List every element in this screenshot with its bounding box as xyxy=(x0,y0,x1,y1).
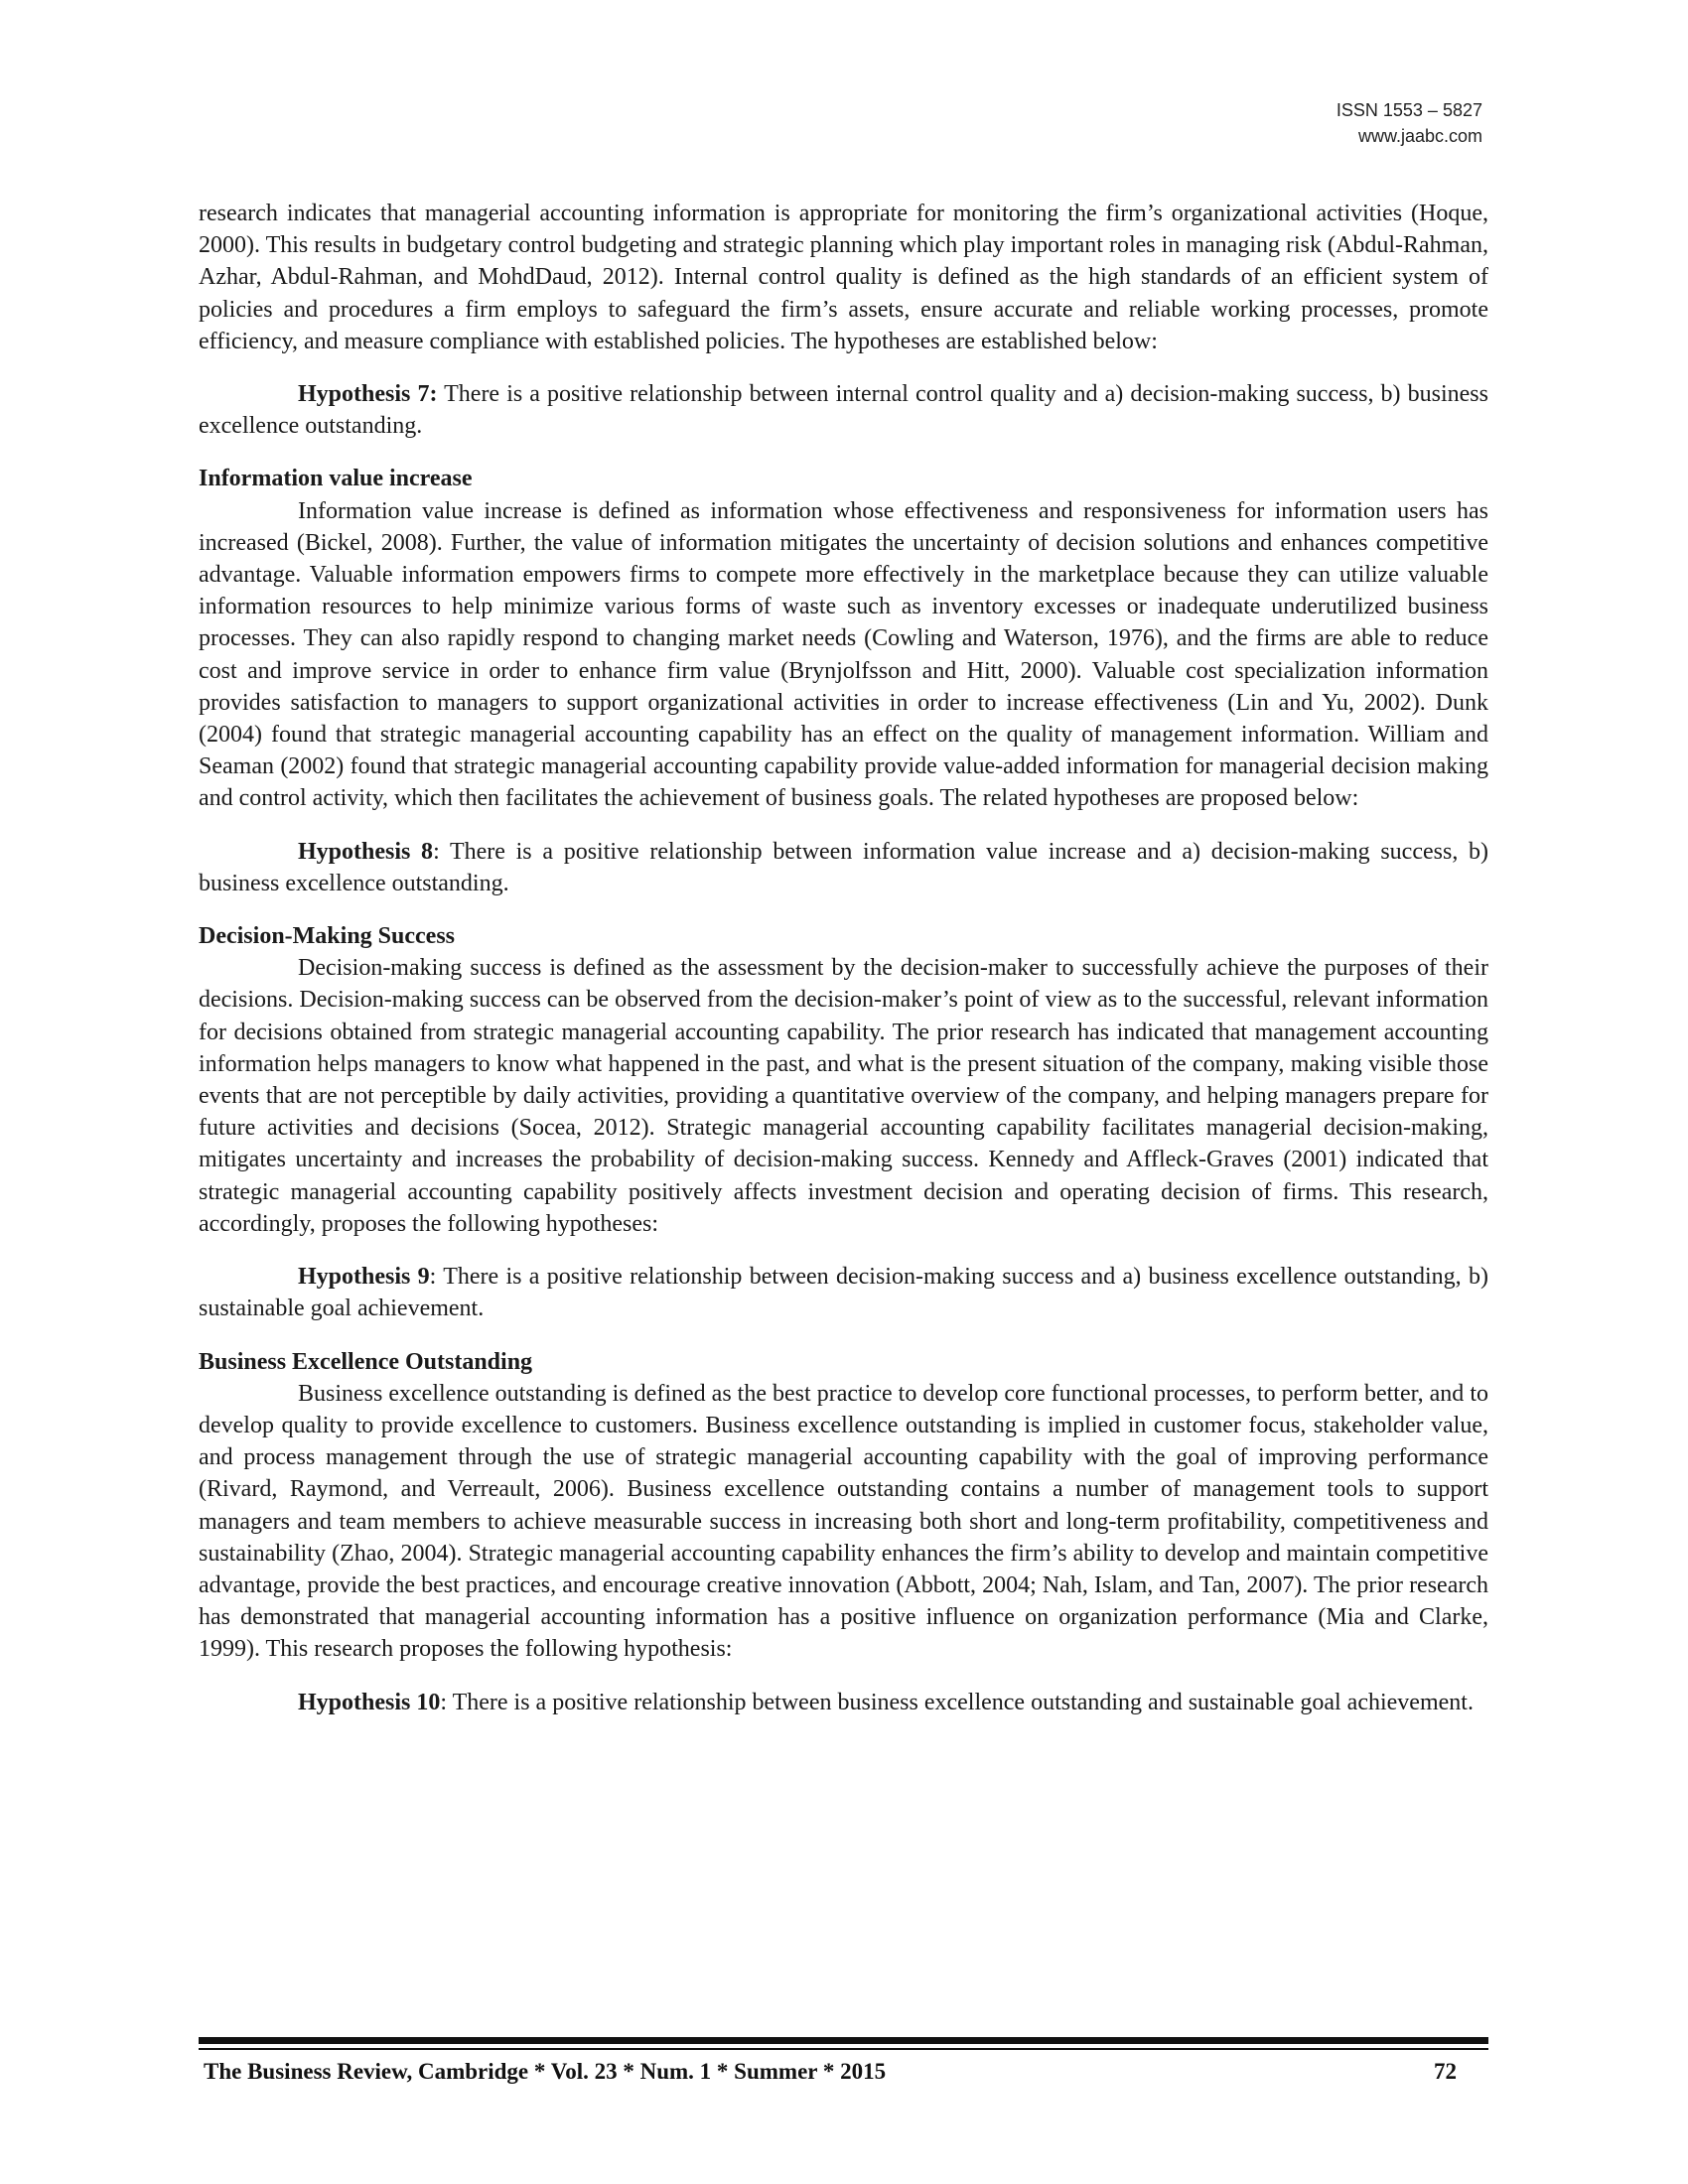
article-body xyxy=(199,198,1488,1718)
section-heading-decision-making: Decision-Making Success xyxy=(199,923,455,950)
hypothesis-8-text: : There is a positive relationship between information value increase and a) decision-making success, b) business excellence outstanding. xyxy=(199,838,1489,896)
section-paragraph-decision-making: Decision-making success is defined as the assessment by the decision-maker to successfully achieve the purposes of their decisions. Decision-making success can be observed from the decision-maker’s point of view as to the successful, relevant information for decisions obtained from strategic managerial accounting capability. The prior research has indicated that management accounting information helps managers to know what happened in the past, and what is the present situation of the company, making visible those events that are not perceptible by daily activities, providing a quantitative overview of the company, and helping managers prepare for future activities and decisions (Socea, 2012). Strategic managerial accounting capability facilitates managerial decision-making, mitigates uncertainty and increases the probability of decision-making success. Kennedy and Affleck-Graves (2001) indicated that strategic managerial accounting capability positively affects investment decision and operating decision of firms. This research, accordingly, proposes the following hypotheses: xyxy=(199,955,1488,1237)
section-heading-information-value: Information value increase xyxy=(199,466,473,492)
section-business-excellence xyxy=(199,1346,1488,1666)
hypothesis-7-label: Hypothesis 7: xyxy=(298,381,438,408)
footer-divider-thick xyxy=(199,2037,1488,2044)
hypothesis-10-label: Hypothesis 10 xyxy=(298,1689,441,1715)
website-label: www.jaabc.com xyxy=(1357,126,1482,146)
intro-paragraph: research indicates that managerial accounting information is appropriate for monitoring the firm’s organizational activities (Hoque, 2000). This results in budgetary control budgeting and strategic planning which play important roles in managing risk (Abdul-Rahman, Azhar, Abdul-Rahman, and MohdDaud, 2012). Internal control quality is defined as the high standards of an efficient system of policies and procedures a firm employs to safeguard the firm’s assets, ensure accurate and reliable working processes, promote efficiency, and measure compliance with established policies. The hypotheses are established below: xyxy=(199,201,1488,354)
footer-divider-thin xyxy=(199,2048,1488,2050)
hypothesis-10 xyxy=(199,1687,1488,1718)
section-decision-making xyxy=(199,920,1488,1240)
section-paragraph-information-value: Information value increase is defined as information whose effectiveness and responsiveness for information users has increased (Bickel, 2008). Further, the value of information mitigates the uncertainty of decision solutions and enhances competitive advantage. Valuable information empowers firms to compete more effectively in the marketplace because they can utilize valuable information resources to help minimize various forms of waste such as inventory excesses or inadequate underutilized business processes. They can also rapidly respond to changing market needs (Cowling and Waterson, 1976), and the firms are able to reduce cost and improve service in order to enhance firm value (Brynjolfsson and Hitt, 2000). Valuable cost specialization information provides satisfaction to managers to support organizational activities in order to increase effectiveness (Lin and Yu, 2002). Dunk (2004) found that strategic managerial accounting capability has an effect on the quality of management information. William and Seaman (2002) found that strategic managerial accounting capability provide value-added information for managerial decision making and control activity, which then facilitates the achievement of business goals. The related hypotheses are proposed below: xyxy=(199,497,1488,812)
page-header xyxy=(1336,97,1482,149)
hypothesis-7 xyxy=(199,378,1488,442)
section-paragraph-business-excellence: Business excellence outstanding is defined as the best practice to develop core functional processes, to perform better, and to develop quality to provide excellence to customers. Business excellence outstanding is implied in customer focus, stakeholder value, and process management through the use of strategic managerial accounting capability with the goal of improving performance (Rivard, Raymond, and Verreault, 2006). Business excellence outstanding contains a number of management tools to support managers and team members to achieve measurable success in increasing both short and long-term profitability, competitiveness and sustainability (Zhao, 2004). Strategic managerial accounting capability enhances the firm’s ability to develop and maintain competitive advantage, provide the best practices, and encourage creative innovation (Abbott, 2004; Nah, Islam, and Tan, 2007). The prior research has demonstrated that managerial accounting information has a positive influence on organization performance (Mia and Clarke, 1999). This research proposes the following hypothesis: xyxy=(199,1380,1488,1663)
hypothesis-8 xyxy=(199,836,1488,899)
page-number: 72 xyxy=(1434,2059,1457,2084)
issn-label: ISSN 1553 – 5827 xyxy=(1336,100,1482,120)
footer-journal-citation: The Business Review, Cambridge * Vol. 23 * Num. 1 * Summer * 2015 xyxy=(204,2059,887,2084)
hypothesis-7-text: There is a positive relationship between internal control quality and a) decision-making success, b) business excellence outstanding. xyxy=(199,381,1488,440)
hypothesis-10-text: : There is a positive relationship between business excellence outstanding and sustainable goal achievement. xyxy=(440,1689,1474,1715)
section-information-value xyxy=(199,463,1488,814)
hypothesis-9-text: : There is a positive relationship between decision-making success and a) business excellence outstanding, b) sustainable goal achievement. xyxy=(199,1264,1488,1322)
section-heading-business-excellence: Business Excellence Outstanding xyxy=(199,1348,533,1375)
hypothesis-9 xyxy=(199,1261,1488,1324)
hypothesis-9-label: Hypothesis 9 xyxy=(298,1264,430,1291)
hypothesis-8-label: Hypothesis 8 xyxy=(298,838,434,865)
